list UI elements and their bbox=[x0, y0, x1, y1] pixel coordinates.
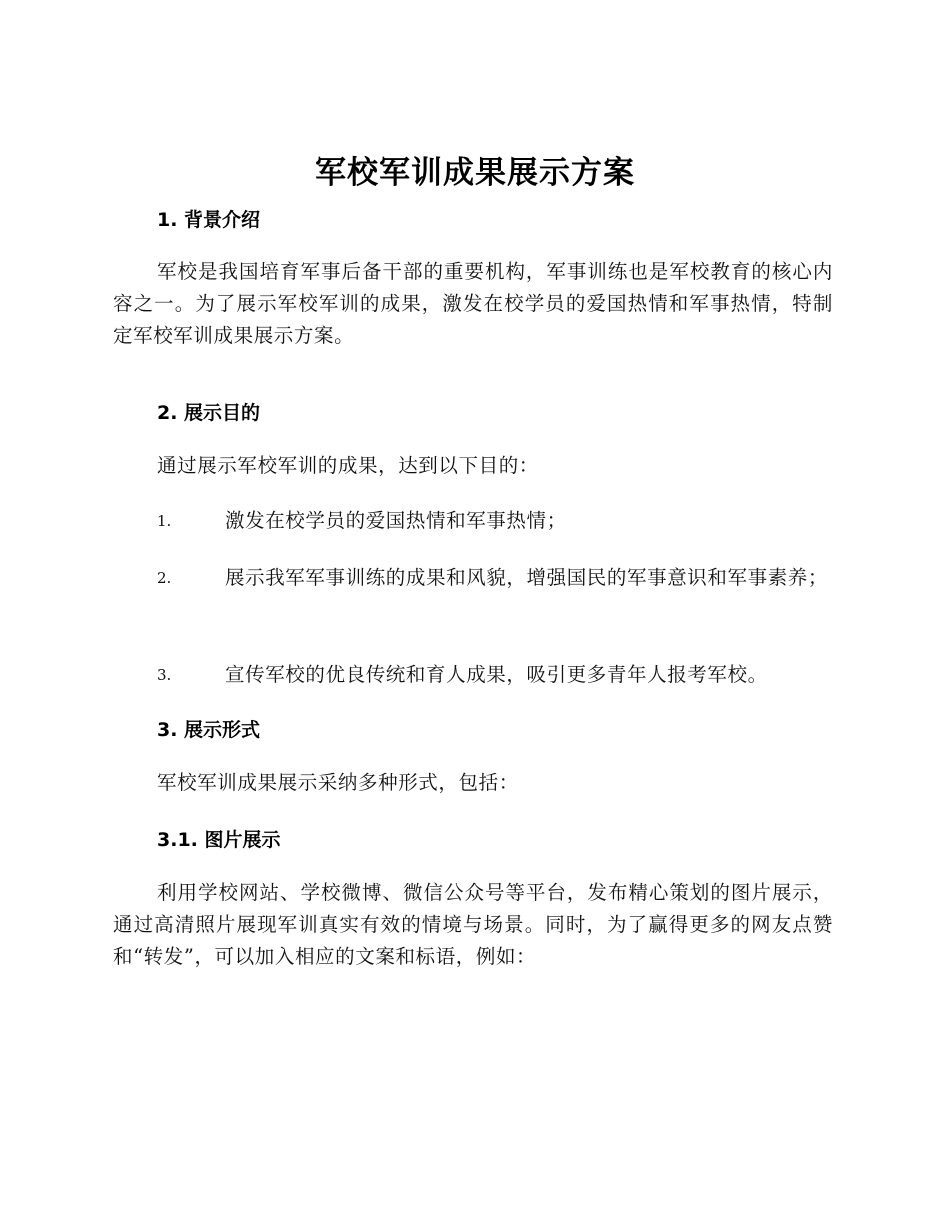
list-item-text: 宣传军校的优良传统和育人成果，吸引更多青年人报考军校。 bbox=[225, 663, 768, 686]
background-paragraph: 军校是我国培育军事后备干部的重要机构，军事训练也是军校教育的核心内容之一。为了展示军校军训的成果，激发在校学员的爱国热情和军事热情，特制定军校军训成果展示方案。 bbox=[113, 260, 833, 347]
photo-paragraph: 利用学校网站、学校微博、微信公众号等平台，发布精心策划的图片展示，通过高清照片展现军训真实有效的情境与场景。同时，为了赢得更多的网友点赞和“转发”，可以加入相应的文案和标语，例如： bbox=[113, 881, 833, 968]
forms-intro: 军校军训成果展示采纳多种形式，包括： bbox=[157, 771, 519, 794]
list-item-number: 2. bbox=[157, 569, 172, 587]
purpose-intro: 通过展示军校军训的成果，达到以下目的： bbox=[157, 454, 539, 477]
section-heading-forms: 3. 展示形式 bbox=[157, 719, 261, 741]
section-heading-purpose: 2. 展示目的 bbox=[157, 402, 261, 424]
list-item-text: 激发在校学员的爱国热情和军事热情； bbox=[225, 509, 567, 532]
list-item-number: 1. bbox=[157, 512, 172, 530]
document-title: 军校军训成果展示方案 bbox=[315, 155, 635, 191]
subsection-heading-photo: 3.1. 图片展示 bbox=[157, 829, 281, 851]
section-heading-background: 1. 背景介绍 bbox=[157, 209, 261, 231]
list-item-number: 3. bbox=[157, 666, 172, 684]
list-item-text: 展示我军军事训练的成果和风貌，增强国民的军事意识和军事素养； bbox=[225, 566, 829, 589]
